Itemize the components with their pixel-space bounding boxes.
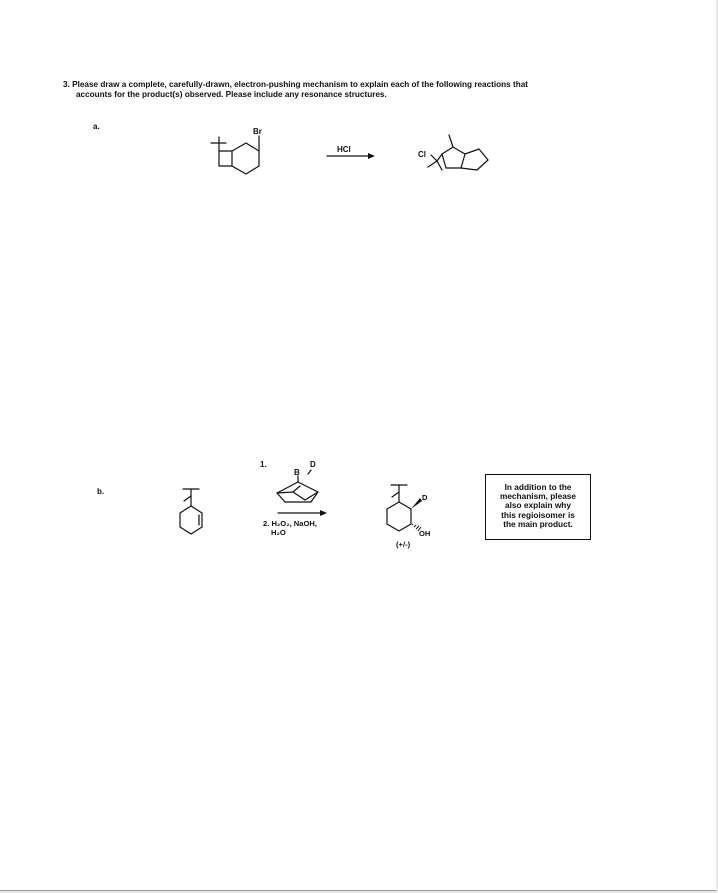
part-b-arrow-head	[320, 510, 327, 516]
question-line-1: Please draw a complete, carefully-drawn, electron-pushing mechanism to explain each of the following reactions that	[72, 80, 529, 89]
note-line: mechanism, please	[499, 491, 577, 502]
instruction-note-box	[485, 474, 591, 540]
question-number: 3.	[63, 80, 70, 89]
bromine-label: Br	[253, 127, 262, 136]
step-2-line-1: 2. H₂O₂, NaOH,	[263, 519, 318, 528]
part-b-product-structure	[387, 485, 411, 531]
step-1-number: 1.	[260, 460, 267, 469]
note-line: the main product.	[503, 518, 573, 529]
borane-deuterium-label: D	[310, 460, 316, 469]
note-line: also explain why	[505, 500, 571, 511]
product-hydroxyl-label: OH	[419, 529, 431, 538]
part-a-label: a.	[93, 122, 100, 131]
note-line: this regioisomer is	[501, 509, 575, 520]
part-a-product-structure	[428, 135, 488, 170]
boron-label: B	[294, 468, 300, 477]
reagent-hcl: HCl	[337, 145, 351, 154]
step-2-line-2: H₂O	[271, 528, 286, 537]
part-b-reactant-structure	[180, 489, 202, 534]
note-line: In addition to the	[504, 482, 572, 492]
chlorine-label: Cl	[418, 150, 426, 159]
question-line-2: accounts for the product(s) observed. Please include any resonance structures.	[76, 90, 387, 99]
product-d-wedge	[411, 498, 422, 509]
part-a-arrow-head	[368, 153, 375, 159]
part-b-label: b.	[97, 487, 105, 496]
part-a-reactant-structure	[211, 136, 259, 174]
product-deuterium-label: D	[422, 493, 428, 502]
racemic-label: (+/-)	[396, 540, 411, 549]
